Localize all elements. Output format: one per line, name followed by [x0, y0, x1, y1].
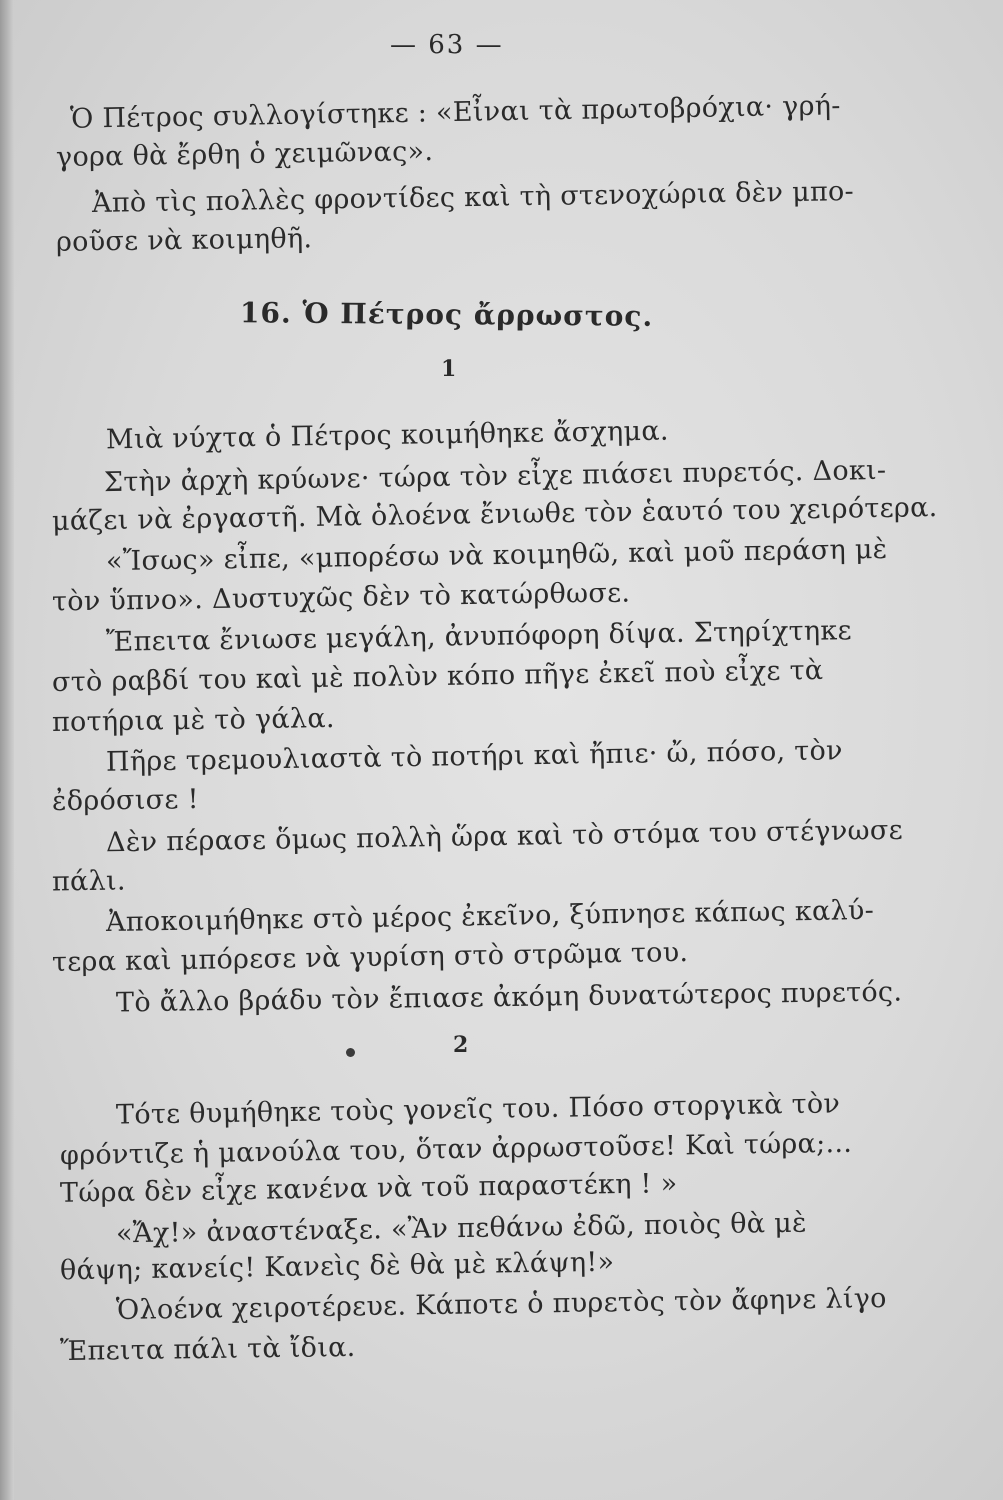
text-line: «Ἄχ!» ἀναστέναξε. «Ἂν πεθάνω ἐδῶ, ποιὸς θὰ μὲ: [115, 1207, 808, 1250]
text-line: Μιὰ νύχτα ὁ Πέτρος κοιμήθηκε ἄσχημα.: [105, 415, 670, 456]
text-line: μάζει νὰ ἐργαστῆ. Μὰ ὁλοένα ἔνιωθε τὸν ἑαυτό του χειρότερα.: [51, 492, 938, 537]
text-line: Στὴν ἀρχὴ κρύωνε· τώρα τὸν εἶχε πιάσει πυρετός. Δοκι-: [103, 454, 887, 499]
chapter-title: 16. Ὁ Πέτρος ἄρρωστος.: [239, 296, 654, 333]
text-line: πάλι.: [51, 865, 126, 898]
text-line: ροῦσε νὰ κοιμηθῆ.: [55, 223, 313, 258]
section-number: 2: [453, 1032, 469, 1058]
text-line: Ἔπειτα ἔνιωσε μεγάλη, ἀνυπόφορη δίψα. Στηρίχτηκε: [105, 615, 853, 658]
page-number: — 63 —: [390, 30, 504, 60]
text-line: Τότε θυμήθηκε τοὺς γονεῖς του. Πόσο στοργικὰ τὸν: [115, 1088, 841, 1131]
text-line: τὸν ὕπνο». Δυστυχῶς δὲν τὸ κατώρθωσε.: [51, 577, 631, 618]
text-line: «Ἴσως» εἶπε, «μπορέσω νὰ κοιμηθῶ, καὶ μοῦ περάση μὲ: [105, 533, 888, 578]
text-line: Τώρα δὲν εἶχε κανένα νὰ τοῦ παραστέκη ! »: [59, 1168, 678, 1209]
text-line: τερα καὶ μπόρεσε νὰ γυρίση στὸ στρῶμα του.: [51, 937, 689, 978]
text-line: ἐδρόσισε !: [51, 783, 199, 818]
text-line: στὸ ραβδί του καὶ μὲ πολὺν κόπο πῆγε ἐκεῖ ποὺ εἶχε τὰ: [51, 654, 824, 699]
text-line: Ὁ Πέτρος συλλογίστηκε : «Εἶναι τὰ πρωτοβρόχια· γρή-: [69, 90, 841, 135]
text-line: Τὸ ἄλλο βράδυ τὸν ἔπιασε ἀκόμη δυνατώτερος πυρετός.: [115, 976, 903, 1019]
page-spine-shadow: [0, 0, 14, 1500]
text-line: Ὁλοένα χειροτέρευε. Κάποτε ὁ πυρετὸς τὸν ἄφηνε λίγο: [115, 1282, 887, 1327]
text-line: Πῆρε τρεμουλιαστὰ τὸ ποτήρι καὶ ἤπιε· ὤ, πόσο, τὸν: [105, 735, 844, 778]
text-line: γορα θὰ ἔρθη ὁ χειμῶνας».: [55, 136, 434, 173]
text-line: θάψη; κανείς! Κανεὶς δὲ θὰ μὲ κλάψη!»: [59, 1246, 615, 1287]
text-line: Ἔπειτα πάλι τὰ ἴδια.: [59, 1331, 356, 1368]
text-line: Ἀπὸ τὶς πολλὲς φροντίδες καὶ τὴ στενοχώρια δὲν μπο-: [91, 176, 855, 219]
text-line: φρόντιζε ἡ μανούλα του, ὅταν ἀρρωστοῦσε! Καὶ τώρα;...: [59, 1127, 853, 1172]
ink-spot: [346, 1048, 355, 1057]
text-line: ποτήρια μὲ τὸ γάλα.: [51, 703, 335, 738]
section-number: 1: [441, 356, 457, 382]
text-line: Ἀποκοιμήθηκε στὸ μέρος ἐκεῖνο, ξύπνησε κάπως καλύ-: [105, 894, 875, 939]
text-line: Δὲν πέρασε ὅμως πολλὴ ὥρα καὶ τὸ στόμα του στέγνωσε: [105, 814, 904, 859]
